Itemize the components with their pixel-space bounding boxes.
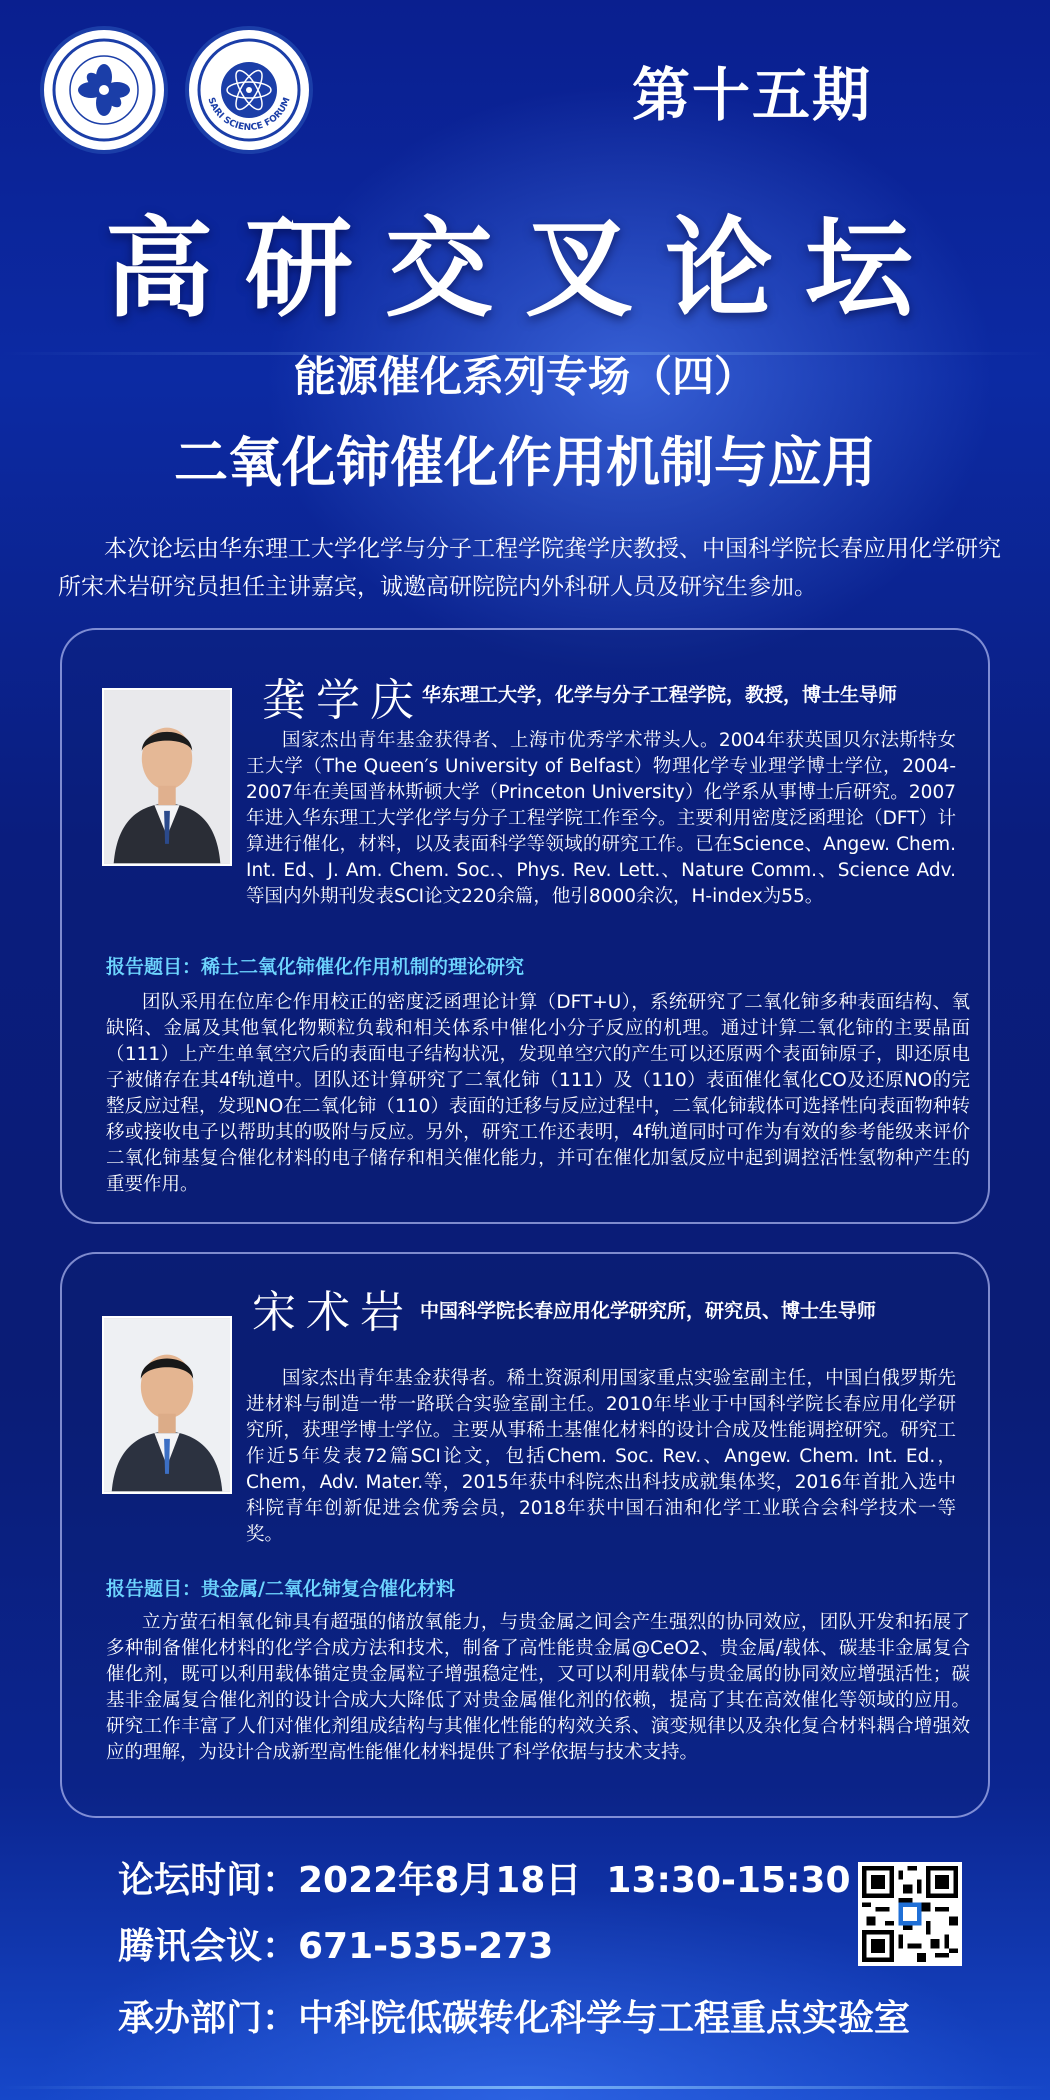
report-title: 报告题目：贵金属/二氧化铈复合催化材料 [106,1578,455,1600]
sari-science-forum-logo [185,26,313,154]
speaker-name: 宋术岩 [252,1287,414,1338]
forum-title: 高研交叉论坛 [104,207,945,332]
series-subtitle: 能源催化系列专场（四） [293,352,756,401]
tencent-meeting-id: 腾讯会议：671-535-273 [118,1926,554,1967]
forum-topic: 二氧化铈催化作用机制与应用 [174,431,876,494]
flower-emblem-icon [49,35,159,145]
speaker-bio: 国家杰出青年基金获得者、上海市优秀学术带头人。2004年获英国贝尔法斯特女王大学（The Queen′s University of Belfast）物理化学专业理学博士学位，2004-2007年在美国普林斯顿大学（Princeton University）化学系从事博士后研究。2007年进入华东理工大学化学与分子工程学院工作至今。主要利用密度泛函理论（DFT）计算进行催化，材料，以及表面科学等领域的研究工作。已在Science、Angew. Chem. Int. Ed、J. Am. Chem. Soc.、Phys. Rev. Lett.、Nature Comm.、Science Adv.等国内外期刊发表SCI论文220余篇，他引8000余次，H-index为55。 [246,730,956,907]
svg-text:SARI SCIENCE FORUM: SARI SCIENCE FORUM [205,96,293,134]
speaker-card-2 [60,1252,990,1818]
intro-paragraph: 本次论坛由华东理工大学化学与分子工程学院龚学庆教授、中国科学院长春应用化学研究所宋术岩研究员担任主讲嘉宾，诚邀高研院院内外科研人员及研究生参加。 [58,536,1001,600]
cas-sari-logo [40,26,168,154]
person-portrait-icon [104,1318,230,1492]
atom-emblem-icon [194,35,304,145]
organizer: 承办部门：中科院低碳转化科学与工程重点实验室 [118,1998,911,2039]
speaker-name: 龚学庆 [262,675,424,726]
qr-code[interactable] [858,1862,962,1966]
issue-number: 第十五期 [632,61,873,129]
qr-code-icon [862,1866,958,1962]
speaker-card-1 [60,628,990,1224]
speaker-photo [102,1316,232,1494]
speaker-affiliation: 华东理工大学，化学与分子工程学院，教授，博士生导师 [422,684,898,706]
speaker-bio: 国家杰出青年基金获得者。稀土资源利用国家重点实验室副主任，中国白俄罗斯先进材料与制造一带一路联合实验室副主任。2010年毕业于中国科学院长春应用化学研究所，获理学博士学位。主要从事稀土基催化材料的设计合成及性能调控研究。研究工作近5年发表72篇SCI论文，包括Chem. Soc. Rev.、Angew. Chem. Int. Ed.，Chem，Adv. Mater.等，2015年获中科院杰出科技成就集体奖，2016年首批入选中科院青年创新促进会优秀会员，2018年获中国石油和化学工业联合会科学技术一等奖。 [246,1368,956,1545]
speaker-photo [102,688,232,866]
report-title: 报告题目：稀土二氧化铈催化作用机制的理论研究 [106,956,525,978]
speaker-affiliation: 中国科学院长春应用化学研究所，研究员、博士生导师 [420,1300,877,1322]
report-abstract: 团队采用在位库仑作用校正的密度泛函理论计算（DFT+U），系统研究了二氧化铈多种表面结构、氧缺陷、金属及其他氧化物颗粒负载和相关体系中催化小分子反应的机理。通过计算二氧化铈的主要晶面（111）上产生单氧空穴后的表面电子结构状况，发现单空穴的产生可以还原两个表面铈原子，即还原电子被储存在其4f轨道中。团队还计算研究了二氧化铈（111）及（110）表面催化氧化CO及还原NO的完整反应过程，发现NO在二氧化铈（110）表面的迁移与反应过程中，二氧化铈载体可选择性向表面物种转移或接收电子以帮助其的吸附与反应。另外，研究工作还表明，4f轨道同时可作为有效的参考能级来评价二氧化铈基复合催化材料的电子储存和相关催化能力，并可在催化加氢反应中起到调控活性氢物种产生的重要作用。 [106,992,970,1195]
report-abstract: 立方萤石相氧化铈具有超强的储放氧能力，与贵金属之间会产生强烈的协同效应，团队开发和拓展了多种制备催化材料的化学合成方法和技术，制备了高性能贵金属@CeO2、贵金属/载体、碳基非金属复合催化剂，既可以利用载体锚定贵金属粒子增强稳定性，又可以利用载体与贵金属的协同效应增强活性；碳基非金属复合催化剂的设计合成大大降低了对贵金属催化剂的依赖，提高了其在高效催化等领域的应用。研究工作丰富了人们对催化剂组成结构与其催化性能的构效关系、演变规律以及杂化复合材料耦合增强效应的理解，为设计合成新型高性能催化材料提供了科学依据与技术支持。 [106,1612,970,1763]
person-portrait-icon [104,690,230,864]
forum-time: 论坛时间：2022年8月18日 13:30-15:30 [118,1860,851,1901]
